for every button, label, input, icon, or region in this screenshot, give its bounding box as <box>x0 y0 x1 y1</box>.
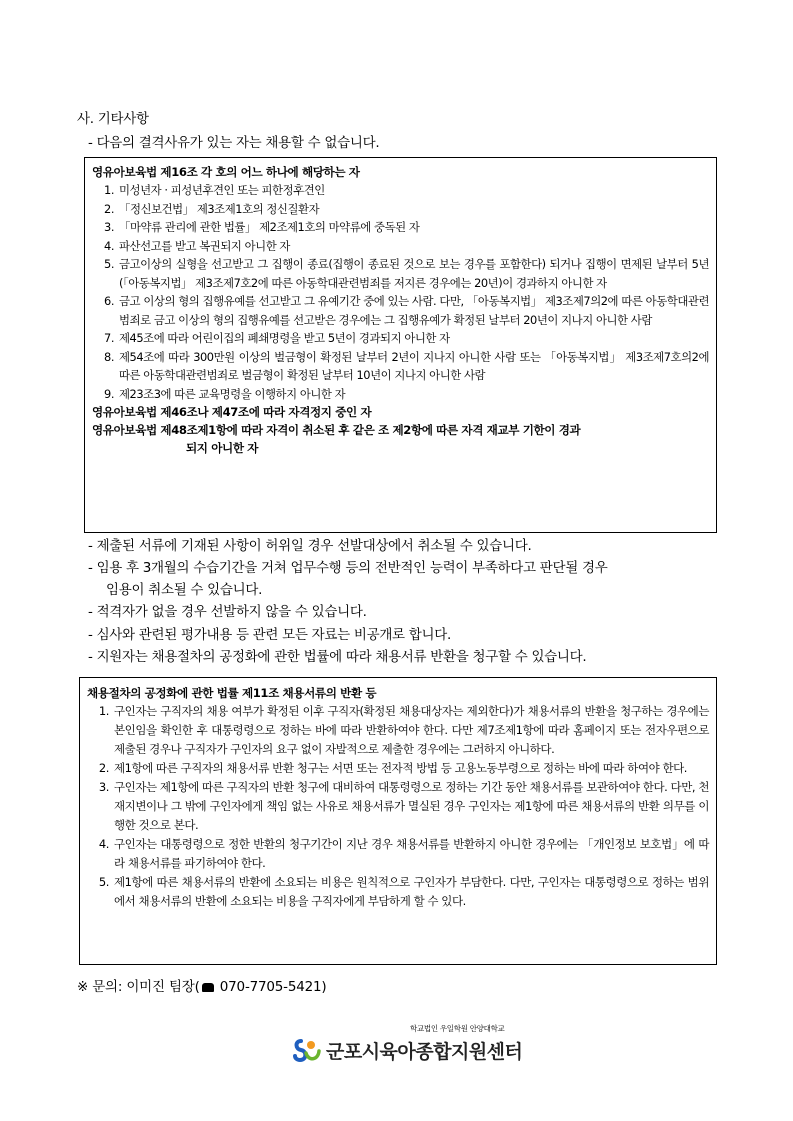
box1-footer-1: 영유아보육법 제46조나 제47조에 따라 자격정지 중인 자 <box>92 405 372 419</box>
box2-heading: 채용절차의 공정화에 관한 법률 제11조 채용서류의 반환 등 <box>87 686 377 700</box>
item-text: 제1항에 따른 채용서류의 반환에 소요되는 비용은 원칙적으로 구인자가 부담한다. 다만, 구인자는 대통령령으로 정하는 범위에서 채용서류의 반환에 소요되는 비용을 구직자에게 부담하게 할 수 있다. <box>114 875 709 908</box>
list-item <box>92 218 709 237</box>
box1-list <box>92 181 709 403</box>
item-text: 제54조에 따라 300만원 이상의 벌금형이 확정된 날부터 2년이 지나지 아니한 사람 또는 「아동복지법」 제3조제7호의2에 따른 아동학대관련범죄로 벌금형이 확정된 날부터 10년이 지나지 아니한 사람 <box>119 349 709 382</box>
disqualification-box <box>84 157 717 533</box>
item-text: 금고이상의 실형을 선고받고 그 집행이 종료(집행이 종료된 것으로 보는 경우를 포함한다) 되거나 집행이 면제된 날부터 5년(「아동복지법」 제3조제7호2에 따른 아동학대관련범죄를 저지른 경우에는 20년)이 경과하지 아니한 자 <box>119 257 709 290</box>
list-item <box>92 329 709 348</box>
item-number: 2. <box>104 201 114 216</box>
item-number: 1. <box>104 183 114 197</box>
contact-prefix: ※ 문의: 이미진 팀장( <box>77 979 200 995</box>
item-text: 제1항에 따른 구직자의 채용서류 반환 청구는 서면 또는 전자적 방법 등 고용노동부령으로 정하는 바에 따라 하여야 한다. <box>114 761 687 775</box>
item-text: 미성년자 · 피성년후견인 또는 피한정후견인 <box>119 183 325 197</box>
item-text: 금고 이상의 형의 집행유예를 선고받고 그 유예기간 중에 있는 사람. 다만, 「아동복지법」 제3조제7의2에 따른 아동학대관련범죄로 금고 이상의 형의 집행유예를 선고받은 경우에는 그 집행유예가 확정된 날부터 20년이 지나지 아니한 사람 <box>119 294 709 327</box>
center-logo <box>292 1035 522 1065</box>
item-text: 파산선고를 받고 복권되지 아니한 자 <box>119 238 290 253</box>
list-item <box>92 181 709 200</box>
section-title: 사. 기타사항 <box>77 111 149 127</box>
contact-line <box>77 975 326 995</box>
phone-icon <box>202 983 214 992</box>
list-item <box>87 702 709 759</box>
item-number: 1. <box>98 704 109 718</box>
center-logo-icon <box>292 1035 322 1065</box>
list-item <box>92 255 709 292</box>
notice-bullet <box>88 601 718 623</box>
bullet-continuation: 임용이 취소될 수 있습니다. <box>106 582 263 598</box>
list-item <box>87 835 709 873</box>
notice-bullet <box>88 646 718 668</box>
list-item <box>92 200 709 219</box>
item-number: 6. <box>104 294 114 308</box>
item-number: 8. <box>104 349 114 364</box>
bullet-line: - 제출된 서류에 기재된 사항이 허위일 경우 선발대상에서 취소될 수 있습니다. <box>88 538 532 554</box>
intro-text: - 다음의 결격사유가 있는 자는 채용할 수 없습니다. <box>88 135 380 151</box>
item-number: 9. <box>104 386 114 401</box>
bullet-line: - 지원자는 채용절차의 공정화에 관한 법률에 따라 채용서류 반환을 청구할 수 있습니다. <box>88 649 587 665</box>
contact-phone: 070-7705-5421 <box>219 979 322 995</box>
list-item <box>92 237 709 256</box>
item-number: 5. <box>98 875 109 889</box>
item-number: 7. <box>104 331 114 345</box>
logo-name: 군포시육아종합지원센터 <box>326 1040 523 1063</box>
bullet-line: - 임용 후 3개월의 수습기간을 거쳐 업무수행 등의 전반적인 능력이 부족하다고 판단될 경우 <box>88 560 608 576</box>
item-number: 3. <box>98 780 109 794</box>
list-item <box>92 348 709 385</box>
logo-subtitle: 학교법인 우일학원 안양대학교 <box>410 1024 505 1033</box>
box1-heading: 영유아보육법 제16조 각 호의 어느 하나에 해당하는 자 <box>92 165 360 179</box>
box1-footer-2b: 되지 아니한 자 <box>186 441 259 455</box>
notice-bullet <box>88 535 718 557</box>
list-item <box>87 759 709 778</box>
item-text: 「정신보건법」 제3조제1호의 정신질환자 <box>119 201 320 216</box>
list-item <box>87 873 709 911</box>
box2-list <box>87 702 709 911</box>
contact-suffix: ) <box>321 979 327 995</box>
item-number: 2. <box>98 761 109 775</box>
notice-bullet <box>88 624 718 646</box>
item-text: 「마약류 관리에 관한 법률」 제2조제1호의 마약류에 중독된 자 <box>119 220 420 234</box>
box1-footer-2a: 영유아보육법 제48조제1항에 따라 자격이 취소된 후 같은 조 제2항에 따른 자격 재교부 기한이 경과 <box>92 423 581 437</box>
item-text: 구인자는 구직자의 채용 여부가 확정된 이후 구직자(확정된 채용대상자는 제외한다)가 채용서류의 반환을 청구하는 경우에는 본인임을 확인한 후 대통령령으로 정하는 바에 따라 반환하여야 한다. 다만 제7조제1항에 따라 홈페이지 또는 전자우편으로 제출된 경우나 구직자가 구인자의 요구 없이 자발적으로 제출한 경우에는 그러하지 아니하다. <box>114 704 709 756</box>
item-text: 제23조3에 따른 교육명령을 이행하지 아니한 자 <box>119 386 346 401</box>
item-number: 4. <box>104 238 114 253</box>
list-item <box>92 292 709 329</box>
bullet-line: - 적격자가 없을 경우 선발하지 않을 수 있습니다. <box>88 604 367 620</box>
item-number: 5. <box>104 257 114 271</box>
item-text: 제45조에 따라 어린이집의 폐쇄명령을 받고 5년이 경과되지 아니한 자 <box>119 331 450 345</box>
list-item <box>92 385 709 404</box>
notice-bullet <box>88 557 718 601</box>
item-text: 구인자는 대통령령으로 정한 반환의 청구기간이 지난 경우 채용서류를 반환하지 아니한 경우에는 「개인정보 보호법」에 따라 채용서류를 파기하여야 한다. <box>114 837 709 870</box>
item-number: 3. <box>104 220 114 234</box>
return-docs-box <box>79 677 717 965</box>
list-item <box>87 778 709 835</box>
item-number: 4. <box>98 837 109 851</box>
item-text: 구인자는 제1항에 따른 구직자의 반환 청구에 대비하여 대통령령으로 정하는 기간 동안 채용서류를 보관하여야 한다. 다만, 천재지변이나 그 밖에 구인자에게 책임 없는 사유로 채용서류가 멸실된 경우 구인자는 제1항에 따른 채용서류의 반환 의무를 이행한 것으로 본다. <box>114 780 709 832</box>
bullet-line: - 심사와 관련된 평가내용 등 관련 모든 자료는 비공개로 합니다. <box>88 627 452 643</box>
